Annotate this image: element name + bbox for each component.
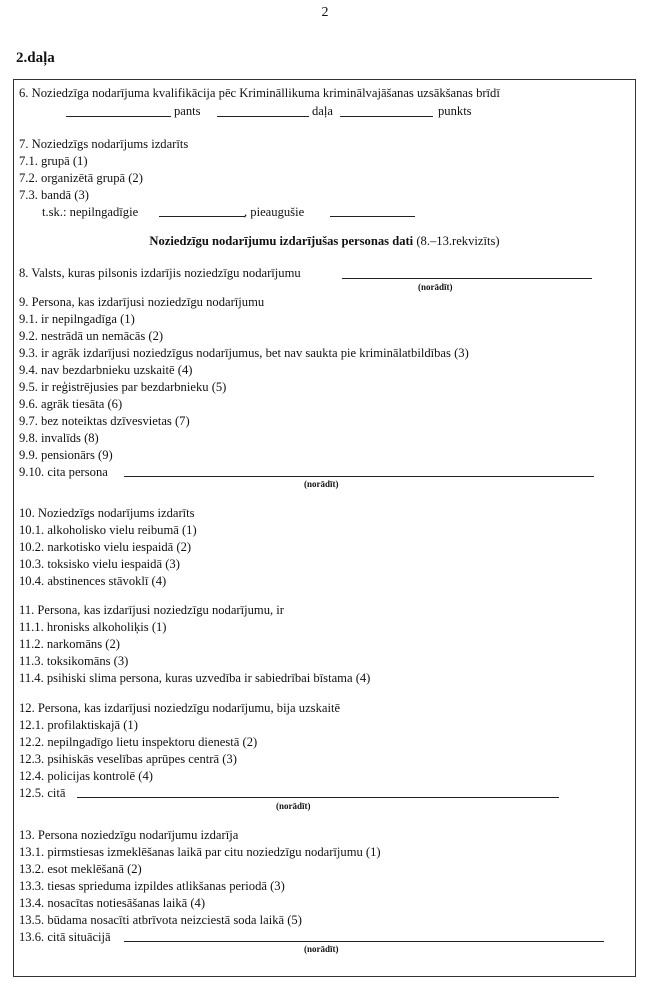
s9-item: 9.9. pensionārs (9) <box>19 448 113 462</box>
s6-point-field[interactable] <box>340 116 433 117</box>
persons-heading-note: (8.–13.rekvizīts) <box>416 234 500 248</box>
s6-article-field[interactable] <box>66 116 171 117</box>
s9-item: 9.2. nestrādā un nemācās (2) <box>19 329 164 343</box>
s9-item: 9.4. nav bezdarbnieku uzskaitē (4) <box>19 363 193 377</box>
s6-part-field[interactable] <box>217 116 309 117</box>
s11-item: 11.2. narkomāns (2) <box>19 637 120 651</box>
s13-other-field[interactable] <box>124 941 604 942</box>
s11-item: 11.1. hronisks alkoholiķis (1) <box>19 620 167 634</box>
s13-item: 13.5. būdama nosacīti atbrīvota neizciestā soda laikā (5) <box>19 913 302 927</box>
s9-item: 9.5. ir reģistrējusies par bezdarbnieku (5) <box>19 380 227 394</box>
s12-item: 12.3. psihiskās veselības aprūpes centrā (3) <box>19 752 237 766</box>
s9-item: 9.8. invalīds (8) <box>19 431 99 445</box>
s7-adults-label: , pieaugušie <box>244 205 305 219</box>
s12-other-field[interactable] <box>77 797 559 798</box>
s13-hint: (norādīt) <box>304 944 339 954</box>
s10-item: 10.3. toksisko vielu iespaidā (3) <box>19 557 180 571</box>
s13-other-label: 13.6. citā situācijā <box>19 930 111 944</box>
s9-item: 9.7. bez noteiktas dzīvesvietas (7) <box>19 414 190 428</box>
persons-heading <box>14 233 635 249</box>
s9-item: 9.3. ir agrāk izdarījusi noziedzīgus nodarījumus, bet nav saukta pie kriminālatbildības (3) <box>19 346 469 360</box>
page-number: 2 <box>321 5 329 20</box>
s13-item: 13.3. tiesas sprieduma izpildes atlikšanas periodā (3) <box>19 879 285 893</box>
s12-title: 12. Persona, kas izdarījusi noziedzīgu nodarījumu, bija uzskaitē <box>19 701 341 715</box>
s13-item: 13.2. esot meklēšanā (2) <box>19 862 142 876</box>
part-title: 2.daļa <box>16 50 55 66</box>
s9-item: 9.1. ir nepilngadīga (1) <box>19 312 135 326</box>
s7-title: 7. Noziedzīgs nodarījums izdarīts <box>19 137 189 151</box>
s10-item: 10.4. abstinences stāvoklī (4) <box>19 574 167 588</box>
s9-other-label: 9.10. cita persona <box>19 465 108 479</box>
s12-item: 12.4. policijas kontrolē (4) <box>19 769 153 783</box>
s9-other-field[interactable] <box>124 476 594 477</box>
s7-item: 7.2. organizētā grupā (2) <box>19 171 143 185</box>
s7-item: 7.1. grupā (1) <box>19 154 88 168</box>
s9-title: 9. Persona, kas izdarījusi noziedzīgu nodarījumu <box>19 295 265 309</box>
s12-item: 12.2. nepilngadīgo lietu inspektoru dienestā (2) <box>19 735 258 749</box>
s6-dala-label: daļa <box>312 104 333 118</box>
s9-hint: (norādīt) <box>304 479 339 489</box>
s13-item: 13.1. pirmstiesas izmeklēšanas laikā par citu noziedzīgu nodarījumu (1) <box>19 845 381 859</box>
s11-title: 11. Persona, kas izdarījusi noziedzīgu nodarījumu, ir <box>19 603 284 617</box>
s12-other-label: 12.5. citā <box>19 786 66 800</box>
s6-pants-label: pants <box>174 104 201 118</box>
persons-heading-text: Noziedzīgu nodarījumu izdarījušas personas dati <box>149 234 414 248</box>
s11-item: 11.3. toksikomāns (3) <box>19 654 129 668</box>
s13-title: 13. Persona noziedzīgu nodarījumu izdarīja <box>19 828 239 842</box>
s11-item: 11.4. psihiski slima persona, kuras uzvedība ir sabiedrībai bīstama (4) <box>19 671 371 685</box>
s7-item: 7.3. bandā (3) <box>19 188 89 202</box>
s7-tsk-label: t.sk.: nepilngadīgie <box>42 205 139 219</box>
s8-country-field[interactable] <box>342 278 592 279</box>
s10-item: 10.1. alkoholisko vielu reibumā (1) <box>19 523 197 537</box>
form-frame <box>13 79 636 977</box>
s7-adults-field[interactable] <box>330 216 415 217</box>
s9-item: 9.6. agrāk tiesāta (6) <box>19 397 123 411</box>
s6-title: 6. Noziedzīga nodarījuma kvalifikācija pēc Krimināllikuma kriminālvajāšanas uzsākšanas brīdī <box>19 86 500 100</box>
s12-hint: (norādīt) <box>276 801 311 811</box>
s12-item: 12.1. profilaktiskajā (1) <box>19 718 138 732</box>
s13-item: 13.4. nosacītas notiesāšanas laikā (4) <box>19 896 206 910</box>
s8-title: 8. Valsts, kuras pilsonis izdarījis noziedzīgu nodarījumu <box>19 266 301 280</box>
s10-item: 10.2. narkotisko vielu iespaidā (2) <box>19 540 192 554</box>
s10-title: 10. Noziedzīgs nodarījums izdarīts <box>19 506 195 520</box>
s8-hint: (norādīt) <box>418 282 453 292</box>
s7-minors-field[interactable] <box>159 216 245 217</box>
s6-punkts-label: punkts <box>438 104 472 118</box>
